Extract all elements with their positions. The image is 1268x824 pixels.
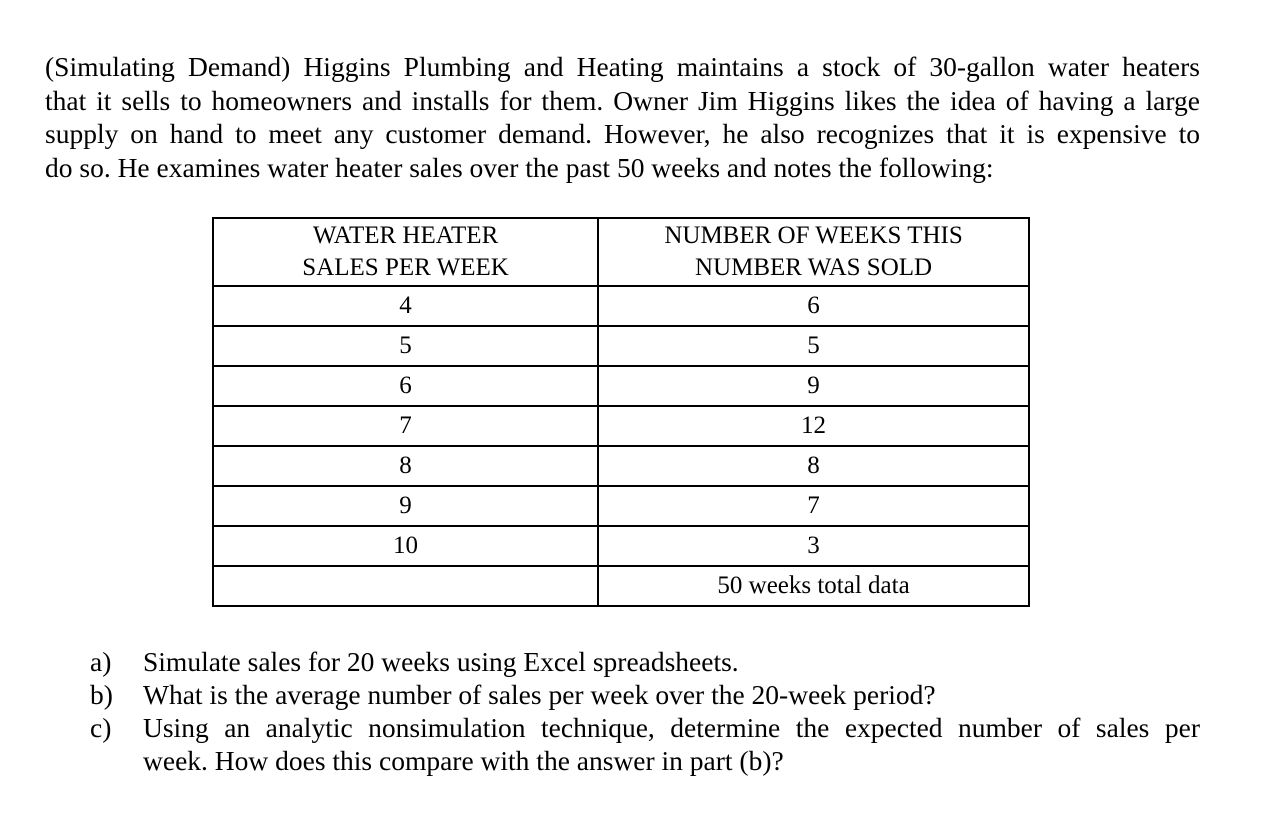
table-row xyxy=(213,326,1029,366)
total-weeks-cell: 50 weeks total data xyxy=(598,566,1029,606)
question-letter: b) xyxy=(90,679,113,710)
question-text: Simulate sales for 20 weeks using Excel spreadsheets. xyxy=(143,646,739,677)
question-item xyxy=(90,645,1200,678)
weeks-cell: 9 xyxy=(598,366,1029,406)
question-item xyxy=(90,678,1200,711)
question-letter: c) xyxy=(90,712,112,743)
sales-cell: 10 xyxy=(213,526,598,566)
header-line: SALES PER WEEK xyxy=(302,254,509,281)
sales-cell: 7 xyxy=(213,406,598,446)
table-row xyxy=(213,446,1029,486)
table-header-row xyxy=(213,218,1029,286)
intro-line: (Simulating Demand) Higgins Plumbing and Heating maintains a stock of 30-gallon water heaters xyxy=(45,51,1200,82)
header-sales-per-week xyxy=(213,218,598,286)
table-total-row xyxy=(213,566,1029,606)
intro-line: that it sells to homeowners and installs for them. Owner Jim Higgins likes the idea of having a large xyxy=(45,84,1200,116)
question-text: week. How does this compare with the answer in part (b)? xyxy=(143,745,784,776)
header-line: NUMBER WAS SOLD xyxy=(695,254,933,281)
table-row xyxy=(213,406,1029,446)
weeks-cell: 7 xyxy=(598,486,1029,526)
weeks-cell: 12 xyxy=(598,406,1029,446)
sales-cell: 6 xyxy=(213,366,598,406)
weeks-cell: 3 xyxy=(598,526,1029,566)
intro-line: supply on hand to meet any customer demand. However, he also recognizes that it is expensive to xyxy=(45,118,1200,149)
sales-cell: 5 xyxy=(213,326,598,366)
header-line: NUMBER OF WEEKS THIS xyxy=(664,222,963,249)
table-row xyxy=(213,486,1029,526)
table-row xyxy=(213,526,1029,566)
intro-line: do so. He examines water heater sales over the past 50 weeks and notes the following: xyxy=(45,151,994,183)
table-row xyxy=(213,286,1029,326)
sales-cell: 8 xyxy=(213,446,598,486)
sales-cell: 9 xyxy=(213,486,598,526)
header-number-of-weeks xyxy=(598,218,1029,286)
weeks-cell: 5 xyxy=(598,326,1029,366)
weeks-cell: 8 xyxy=(598,446,1029,486)
question-text: What is the average number of sales per week over the 20-week period? xyxy=(143,679,936,710)
question-item xyxy=(90,711,1200,777)
sales-cell: 4 xyxy=(213,286,598,326)
table-row xyxy=(213,366,1029,406)
question-list xyxy=(90,645,1200,777)
weeks-cell: 6 xyxy=(598,286,1029,326)
sales-table xyxy=(212,217,1030,607)
header-line: WATER HEATER xyxy=(312,222,499,249)
question-text: Using an analytic nonsimulation technique, determine the expected number of sales per xyxy=(143,712,1200,743)
total-sales-cell xyxy=(213,566,598,606)
question-letter: a) xyxy=(90,646,112,677)
problem-statement xyxy=(45,50,1200,184)
